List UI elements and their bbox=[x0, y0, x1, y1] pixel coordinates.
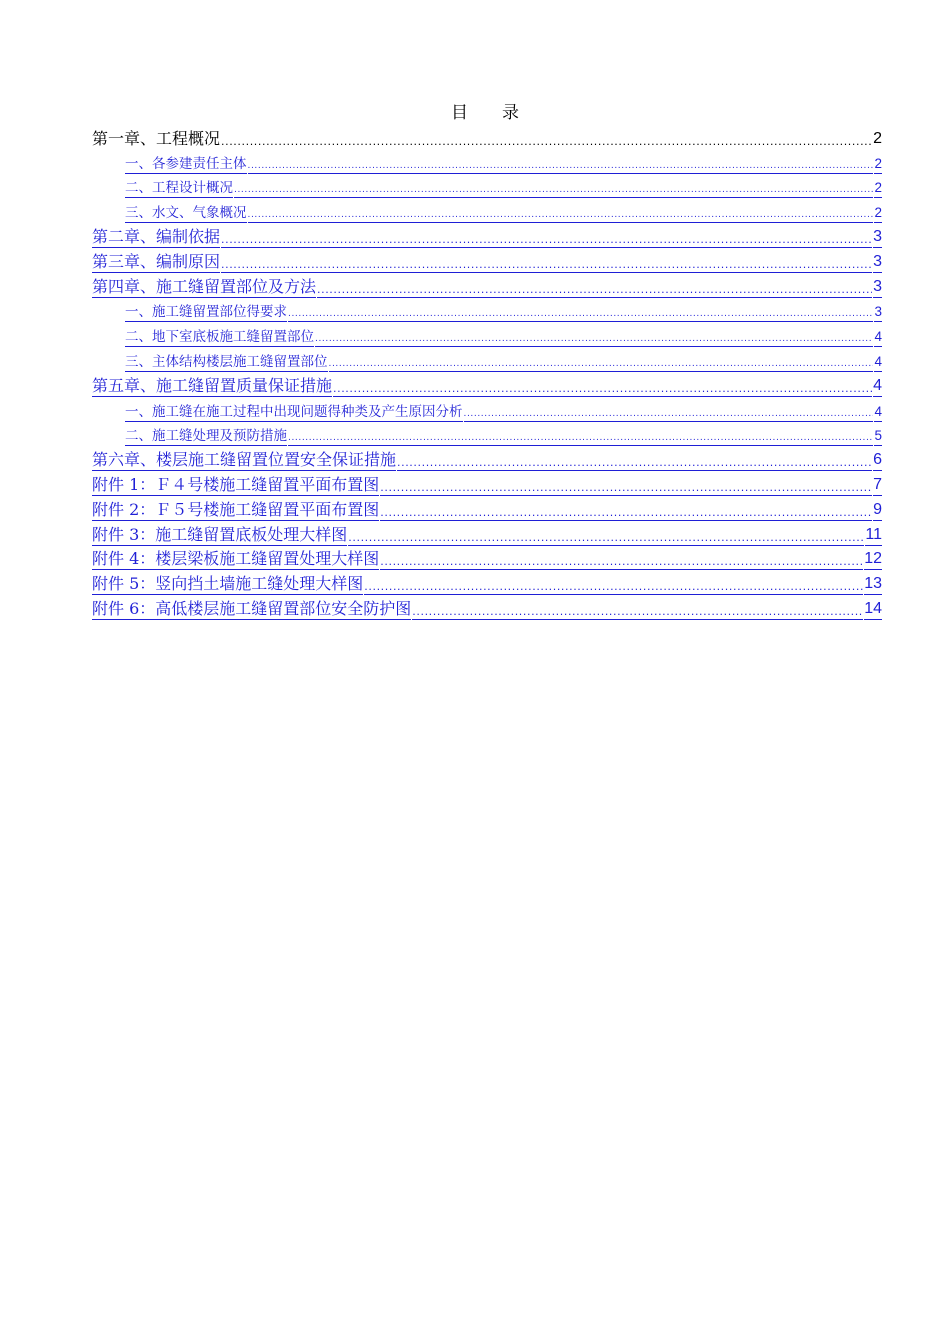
toc-entry-page: 9 bbox=[873, 500, 882, 521]
toc-entry-label: 一、施工缝留置部位得要求 bbox=[125, 304, 287, 321]
toc-entry-label: 三、主体结构楼层施工缝留置部位 bbox=[125, 353, 328, 370]
toc-entry-label: 第三章、编制原因 bbox=[92, 251, 221, 271]
toc-leader-dots bbox=[380, 479, 872, 496]
toc-entry-page: 2 bbox=[874, 204, 882, 223]
toc-entry-label: 第一章、工程概况 bbox=[92, 128, 221, 148]
toc-entry-label: 第六章、楼层施工缝留置位置安全保证措施 bbox=[92, 450, 397, 470]
toc-entry-label: 第五章、施工缝留置质量保证措施 bbox=[92, 375, 333, 395]
toc-leader-dots bbox=[380, 553, 863, 570]
toc-leader-dots bbox=[333, 380, 872, 397]
toc-entry-page: 13 bbox=[864, 574, 882, 595]
toc-leader-dots bbox=[464, 407, 874, 422]
toc-entry-page: 3 bbox=[873, 252, 882, 273]
toc-entry-chapter-3[interactable] bbox=[92, 248, 882, 273]
toc-entry-appendix-6[interactable] bbox=[92, 595, 882, 620]
toc-leader-dots bbox=[380, 504, 872, 521]
toc-entry-section-4-3[interactable] bbox=[92, 347, 882, 372]
toc-entry-label: 三、水文、气象概况 bbox=[125, 205, 247, 222]
toc-entry-section-4-1[interactable] bbox=[92, 298, 882, 323]
toc-entry-chapter-2[interactable] bbox=[92, 223, 882, 248]
toc-entry-page: 6 bbox=[873, 450, 882, 471]
toc-entry-section-1-2[interactable] bbox=[92, 174, 882, 199]
toc-entry-section-5-2[interactable] bbox=[92, 422, 882, 447]
toc-leader-dots bbox=[288, 432, 873, 447]
toc-entry-page: 4 bbox=[873, 376, 882, 397]
toc-entry-section-1-1[interactable] bbox=[92, 149, 882, 174]
toc-entry-label: 一、施工缝在施工过程中出现问题得种类及产生原因分析 bbox=[125, 403, 463, 420]
toc-entry-page: 2 bbox=[873, 129, 882, 147]
toc-entry-page: 4 bbox=[874, 353, 882, 372]
toc-entry-page: 4 bbox=[874, 328, 882, 347]
toc-entry-appendix-5[interactable] bbox=[92, 570, 882, 595]
toc-leader-dots bbox=[248, 159, 874, 174]
toc-entry-appendix-1[interactable] bbox=[92, 471, 882, 496]
toc-entry-chapter-1[interactable] bbox=[92, 124, 882, 149]
toc-leader-dots bbox=[248, 209, 874, 224]
toc-entry-page: 14 bbox=[864, 599, 882, 620]
toc-entry-section-5-1[interactable] bbox=[92, 397, 882, 422]
table-of-contents bbox=[92, 124, 882, 620]
toc-title bbox=[0, 98, 950, 123]
toc-leader-dots bbox=[221, 231, 872, 248]
toc-entry-page: 11 bbox=[865, 525, 882, 546]
toc-entry-page: 3 bbox=[874, 303, 882, 322]
toc-title-right: 录 bbox=[502, 103, 519, 123]
toc-entry-label: 附件 6：高低楼层施工缝留置部位安全防护图 bbox=[92, 598, 412, 618]
toc-entry-page: 3 bbox=[873, 277, 882, 298]
toc-entry-section-1-3[interactable] bbox=[92, 198, 882, 223]
toc-leader-dots bbox=[221, 256, 872, 273]
toc-leader-dots bbox=[221, 133, 872, 149]
toc-entry-section-4-2[interactable] bbox=[92, 322, 882, 347]
toc-entry-page: 5 bbox=[874, 427, 882, 446]
toc-leader-dots bbox=[234, 184, 873, 199]
toc-leader-dots bbox=[329, 357, 874, 372]
toc-entry-label: 第四章、施工缝留置部位及方法 bbox=[92, 276, 317, 296]
toc-entry-label: 附件 2：Ｆ５号楼施工缝留置平面布置图 bbox=[92, 499, 380, 519]
toc-entry-appendix-3[interactable] bbox=[92, 521, 882, 546]
toc-entry-appendix-4[interactable] bbox=[92, 546, 882, 571]
toc-entry-page: 4 bbox=[874, 403, 882, 422]
toc-entry-chapter-6[interactable] bbox=[92, 446, 882, 471]
toc-entry-page: 12 bbox=[864, 549, 882, 570]
toc-entry-label: 附件 5：竖向挡土墙施工缝处理大样图 bbox=[92, 574, 364, 594]
toc-entry-appendix-2[interactable] bbox=[92, 496, 882, 521]
toc-leader-dots bbox=[364, 578, 863, 595]
toc-leader-dots bbox=[412, 603, 863, 620]
toc-entry-page: 2 bbox=[874, 179, 882, 198]
toc-entry-page: 2 bbox=[874, 155, 882, 174]
toc-leader-dots bbox=[317, 281, 872, 298]
toc-leader-dots bbox=[397, 454, 872, 471]
toc-leader-dots bbox=[348, 529, 864, 546]
toc-entry-label: 二、工程设计概况 bbox=[125, 180, 233, 197]
toc-entry-chapter-4[interactable] bbox=[92, 273, 882, 298]
toc-leader-dots bbox=[288, 308, 873, 323]
toc-entry-page: 3 bbox=[873, 227, 882, 248]
toc-entry-page: 7 bbox=[873, 475, 882, 496]
toc-entry-label: 二、地下室底板施工缝留置部位 bbox=[125, 329, 314, 346]
toc-entry-label: 附件 1：Ｆ４号楼施工缝留置平面布置图 bbox=[92, 474, 380, 494]
toc-entry-chapter-5[interactable] bbox=[92, 372, 882, 397]
toc-entry-label: 附件 4：楼层梁板施工缝留置处理大样图 bbox=[92, 549, 380, 569]
toc-leader-dots bbox=[315, 333, 873, 348]
toc-entry-label: 二、施工缝处理及预防措施 bbox=[125, 428, 287, 445]
toc-title-left: 目 bbox=[451, 103, 468, 123]
toc-entry-label: 第二章、编制依据 bbox=[92, 226, 221, 246]
toc-entry-label: 附件 3：施工缝留置底板处理大样图 bbox=[92, 524, 348, 544]
toc-entry-label: 一、各参建责任主体 bbox=[125, 155, 247, 172]
